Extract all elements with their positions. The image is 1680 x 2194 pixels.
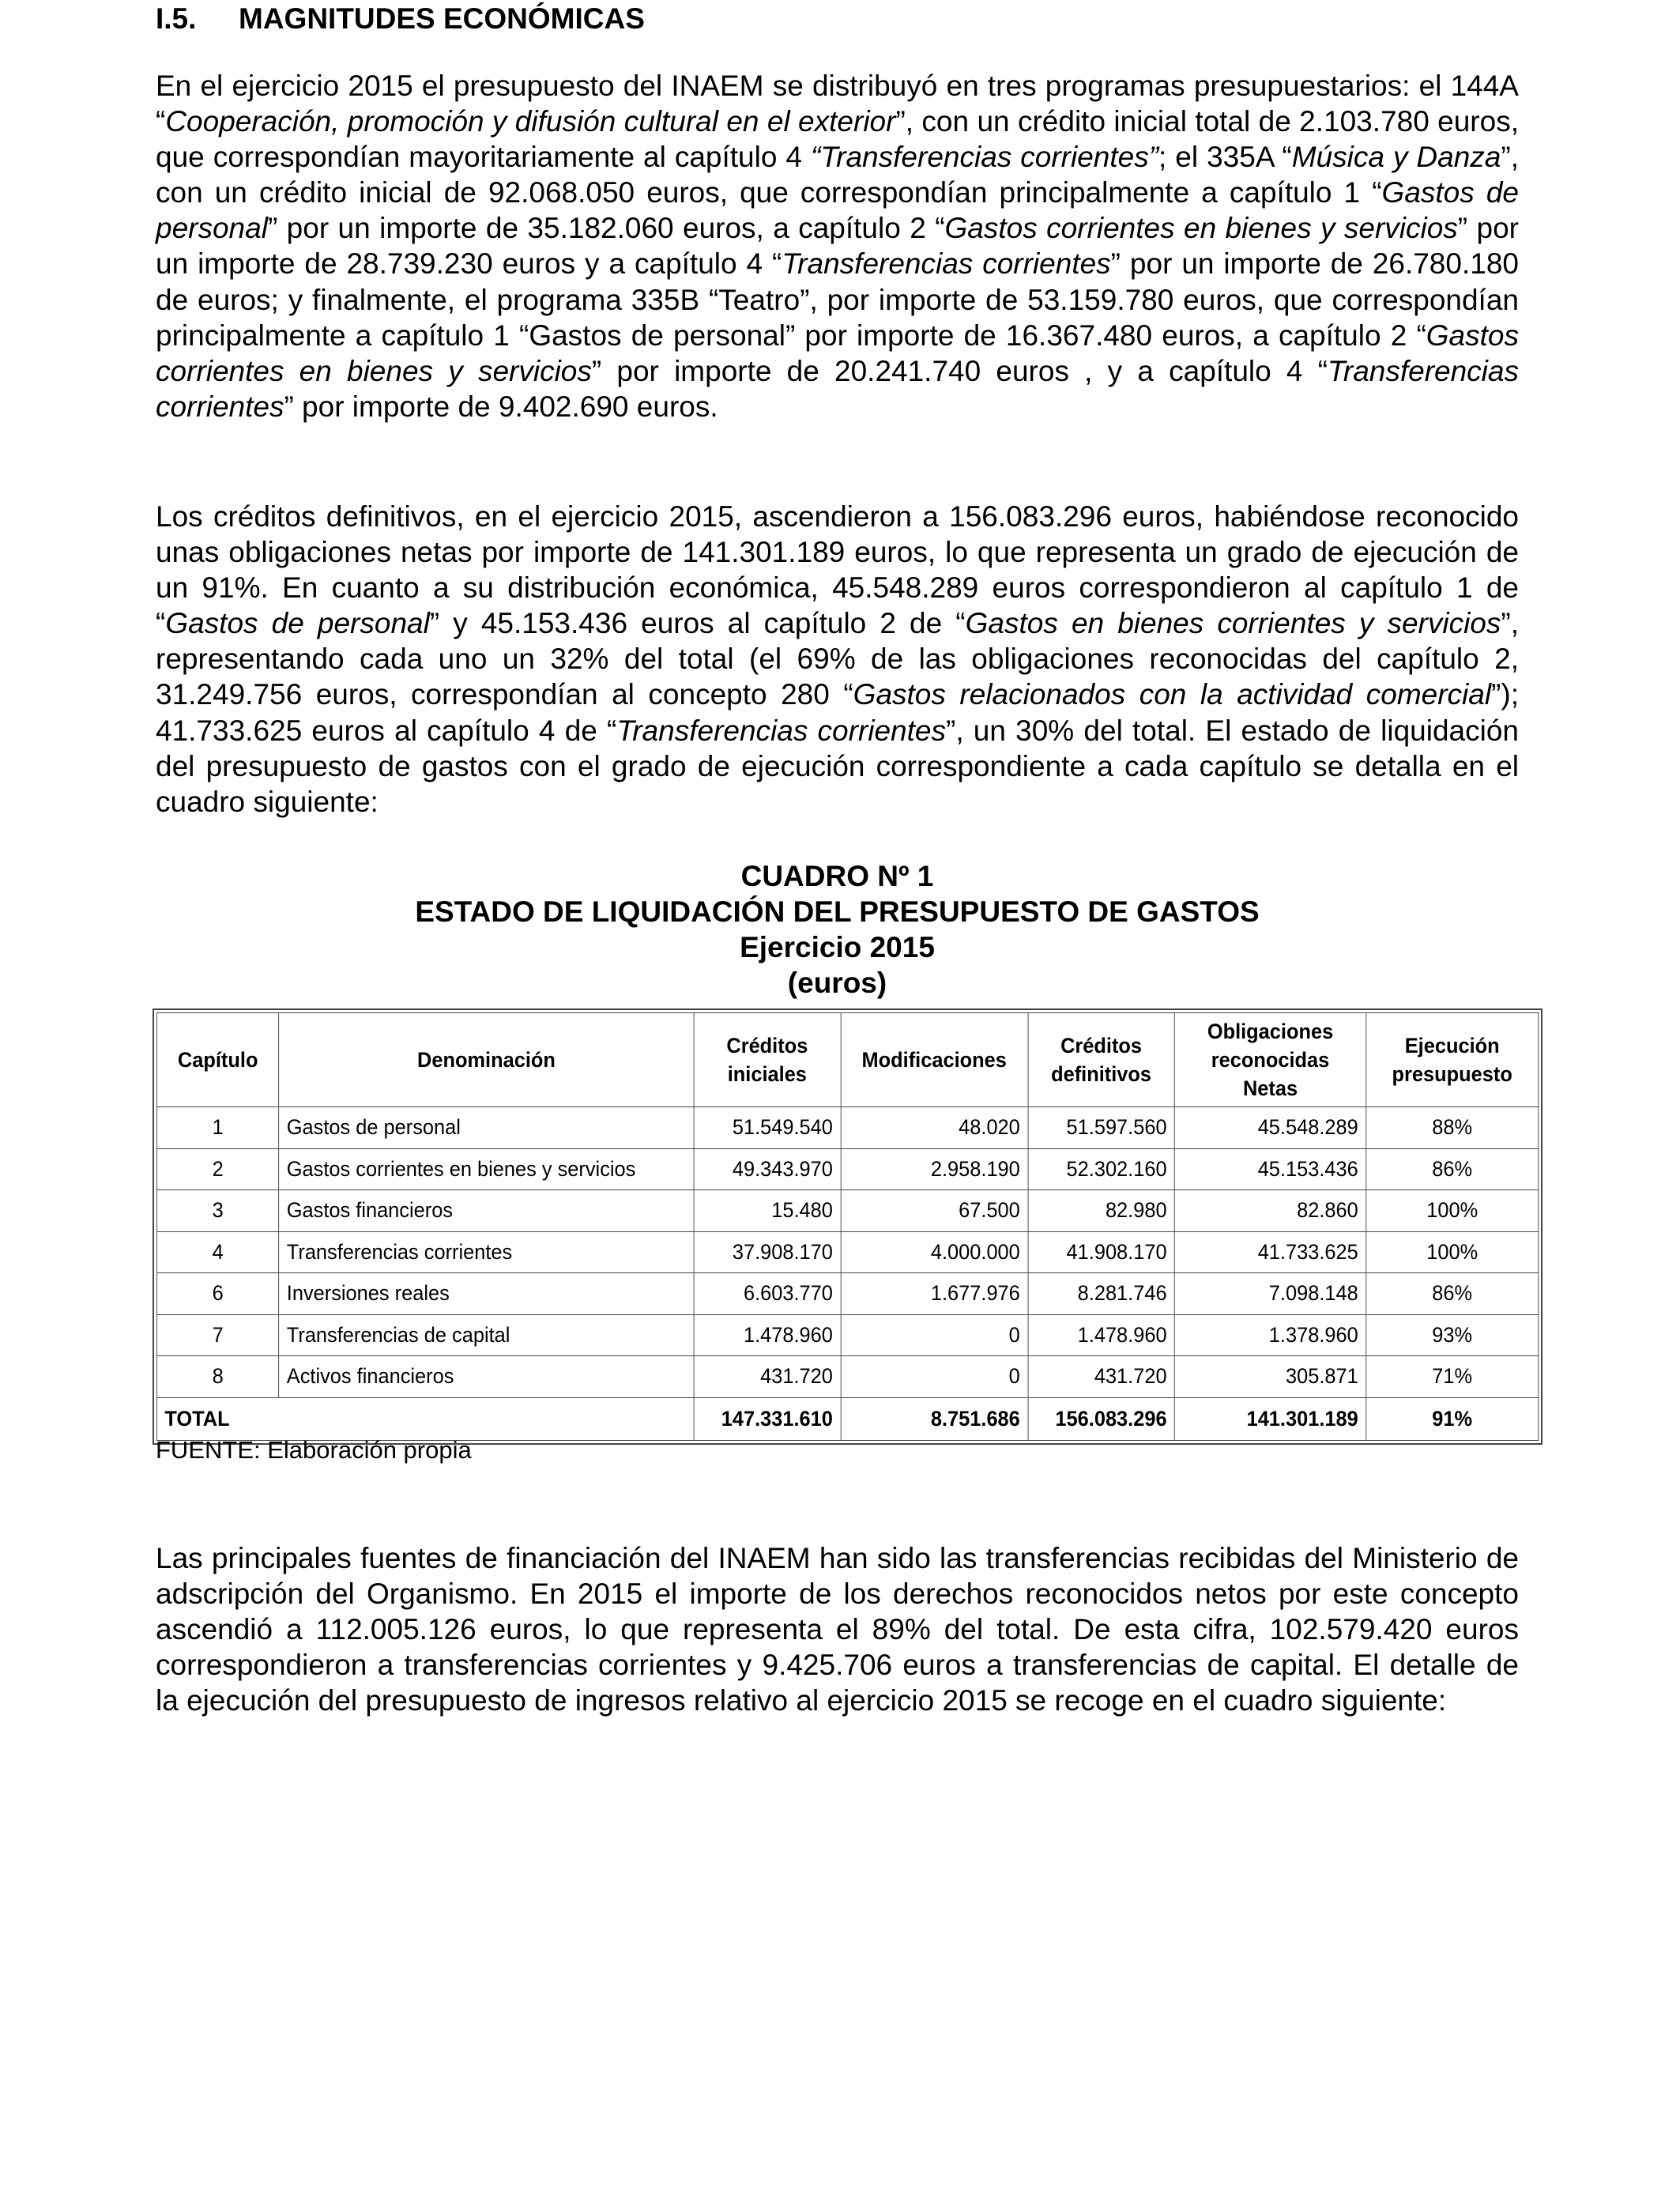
caption-line-number: CUADRO Nº 1 [740, 860, 934, 892]
total-label: TOTAL [156, 1397, 693, 1440]
section-number: I.5. [156, 2, 197, 35]
header-creditos-definitivos: Créditos definitivos [1028, 1013, 1175, 1107]
table-row: 1 Gastos de personal 51.549.540 48.020 51.597.560 45.548.289 88% [156, 1107, 1538, 1149]
table-row: 2 Gastos corrientes en bienes y servicios 49.343.970 2.958.190 52.302.160 45.153.436 86% [156, 1148, 1538, 1190]
table-row: 8 Activos financieros 431.720 0 431.720 305.871 71% [156, 1356, 1538, 1398]
paragraph-programs: En el ejercicio 2015 el presupuesto del INAEM se distribuyó en tres programas presupuestarios: el 144A “Cooperación, promoción y difusión cultural en el exterior”, con un crédito inicial total de 2.103.780 euros, que correspondían mayoritariamente al capítulo 4 “Transferencias corrientes”; el 335A “Música y Danza”, con un crédito inicial de 92.068.050 euros, que correspondían principalmente a capítulo 1 “Gastos de personal” por un importe de 35.182.060 euros, a capítulo 2 “Gastos corrientes en bienes y servicios” por un importe de 28.739.230 euros y a capítulo 4 “Transferencias corrientes” por un importe de 26.780.180 de euros; y finalmente, el programa 335B “Teatro”, por importe de 53.159.780 euros, que correspondían principalmente a capítulo 1 “Gastos de personal” por importe de 16.367.480 euros, a capítulo 2 “Gastos corrientes en bienes y servicios” por importe de 20.241.740 euros , y a capítulo 4 “Transferencias corrientes” por importe de 9.402.690 euros. [156, 70, 1519, 423]
table-source: FUENTE: Elaboración propia [156, 1436, 472, 1464]
table-total-row: TOTAL 147.331.610 8.751.686 156.083.296 141.301.189 91% [156, 1397, 1538, 1440]
caption-line-units: (euros) [787, 967, 887, 999]
budget-table-frame [153, 1008, 1543, 1445]
section-heading [156, 2, 645, 36]
header-obligaciones: Obligaciones reconocidas Netas [1174, 1013, 1365, 1107]
table-row: 6 Inversiones reales 6.603.770 1.677.976 8.281.746 7.098.148 86% [156, 1273, 1538, 1315]
table-row: 7 Transferencias de capital 1.478.960 0 1.478.960 1.378.960 93% [156, 1314, 1538, 1356]
header-modificaciones: Modificaciones [841, 1013, 1028, 1107]
paragraph-financing: Las principales fuentes de financiación del INAEM han sido las transferencias recibidas del Ministerio de adscripción del Organismo. En 2015 el importe de los derechos reconocidos netos por este concepto ascendió a 112.005.126 euros, lo que representa el 89% del total. De esta cifra, 102.579.420 euros correspondieron a transferencias corrientes y 9.425.706 euros a transferencias de capital. El detalle de la ejecución del presupuesto de ingresos relativo al ejercicio 2015 se recoge en el cuadro siguiente: [156, 1542, 1519, 1717]
caption-line-title: ESTADO DE LIQUIDACIÓN DEL PRESUPUESTO DE GASTOS [415, 895, 1260, 928]
table-row: 4 Transferencias corrientes 37.908.170 4.000.000 41.908.170 41.733.625 100% [156, 1231, 1538, 1273]
header-creditos-iniciales: Créditos iniciales [694, 1013, 841, 1107]
header-denominacion: Denominación [279, 1013, 694, 1107]
table-header-row [156, 1013, 1538, 1107]
header-ejecucion: Ejecución presupuesto [1366, 1013, 1539, 1107]
paragraph-credits: Los créditos definitivos, en el ejercicio 2015, ascendieron a 156.083.296 euros, habiéndose reconocido unas obligaciones netas por importe de 141.301.189 euros, lo que representa un grado de ejecución de un 91%. En cuanto a su distribución económica, 45.548.289 euros correspondieron al capítulo 1 de “Gastos de personal” y 45.153.436 euros al capítulo 2 de “Gastos en bienes corrientes y servicios”, representando cada uno un 32% del total (el 69% de las obligaciones reconocidas del capítulo 2, 31.249.756 euros, correspondían al concepto 280 “Gastos relacionados con la actividad comercial”); 41.733.625 euros al capítulo 4 de “Transferencias corrientes”, un 30% del total. El estado de liquidación del presupuesto de gastos con el grado de ejecución correspondiente a cada capítulo se detalla en el cuadro siguiente: [156, 500, 1519, 818]
table-row: 3 Gastos financieros 15.480 67.500 82.980 82.860 100% [156, 1190, 1538, 1232]
caption-line-year: Ejercicio 2015 [740, 931, 935, 963]
budget-table [156, 1012, 1539, 1441]
table-caption [156, 858, 1519, 1001]
section-title: MAGNITUDES ECONÓMICAS [239, 2, 645, 35]
header-capitulo: Capítulo [156, 1013, 278, 1107]
